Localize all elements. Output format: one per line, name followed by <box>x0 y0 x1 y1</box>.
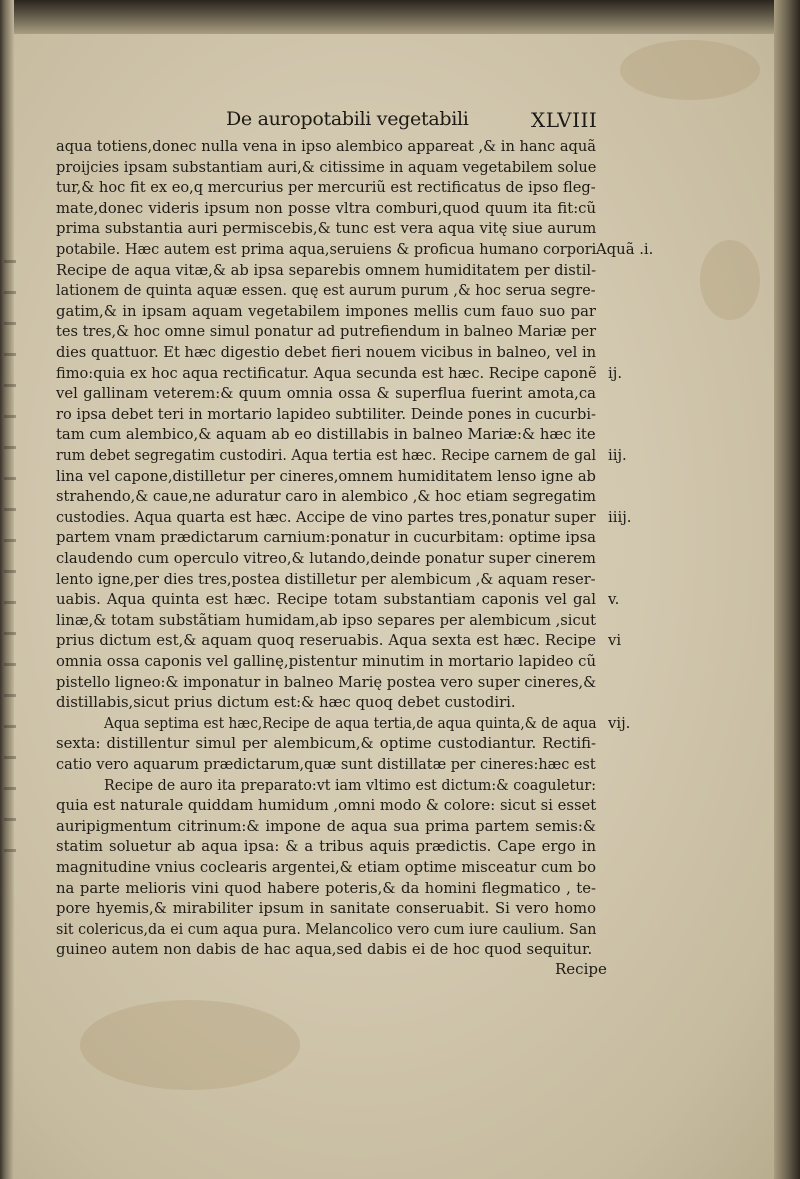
text-line: prius dictum est,& aquam quoq reseruabis. Aqua sexta est hæc. Recipe <box>56 632 596 650</box>
text-line: fimo:quia ex hoc aqua rectificatur. Aqua secunda est hæc. Recipe caponẽ <box>56 364 597 382</box>
foxing-stain <box>700 240 760 320</box>
text-line: dies quattuor. Et hæc digestio debet fieri nouem vicibus in balneo, vel in <box>56 344 597 361</box>
text-line: catio vero aquarum prædictarum,quæ sunt distillatæ per cineres:hæc est <box>56 756 596 773</box>
show-through-marks <box>4 260 16 880</box>
margin-note: vi <box>608 632 622 650</box>
text-line: proijcies ipsam substantiam auri,& citissime in aquam vegetabilem solue <box>56 158 597 176</box>
text-line: ro ipsa debet teri in mortario lapideo subtiliter. Deinde pones in cucurbi- <box>56 405 596 423</box>
text-line: uabis. Aqua quinta est hæc. Recipe totam substantiam caponis vel gal <box>56 591 596 609</box>
page-top-edge <box>0 0 800 34</box>
text-line: statim soluetur ab aqua ipsa: & a tribus aquis prædictis. Cape ergo in <box>56 838 596 856</box>
text-line: sit colericus,da ei cum aqua pura. Melancolico vero cum iure caulium. San <box>56 920 597 938</box>
text-line: distillabis,sicut prius dictum est:& hæc quoq debet custodiri. <box>56 694 516 712</box>
text-line: magnitudine vnius coclearis argentei,& etiam optime misceatur cum bo <box>56 859 596 876</box>
text-line: gatim,& in ipsam aquam vegetabilem impones mellis cum fauo suo par <box>56 302 596 320</box>
text-line: strahendo,& caue,ne aduratur caro in alembico ,& hoc etiam segregatim <box>56 488 597 506</box>
text-line: claudendo cum operculo vitreo,& lutando,deinde ponatur super cinerem <box>56 550 596 567</box>
catchword: Recipe <box>555 960 607 978</box>
text-line: linæ,& totam substãtiam humidam,ab ipso separes per alembicum ,sicut <box>56 611 597 629</box>
margin-note: ij. <box>608 364 623 382</box>
text-line: partem vnam prædictarum carnium:ponatur in cucurbitam: optime ipsa <box>56 529 596 547</box>
text-line: prima substantia auri permiscebis,& tunc est vera aqua vitę siue aurum <box>56 220 597 238</box>
text-line: Recipe de aqua vitæ,& ab ipsa separebis omnem humiditatem per distil- <box>56 261 597 279</box>
margin-note: vij. <box>608 714 631 732</box>
running-title: De auropotabili vegetabili <box>226 108 469 130</box>
text-line: tur,& hoc fit ex eo,q mercurius per mercuriũ est rectificatus de ipso fleg- <box>56 179 596 197</box>
text-line: guineo autem non dabis de hac aqua,sed dabis ei de hoc quod sequitur. <box>56 941 593 959</box>
page-header <box>218 108 618 138</box>
text-line: aqua totiens,donec nulla vena in ipso alembico appareat ,& in hanc aquã <box>56 138 597 155</box>
text-line: rum debet segregatim custodiri. Aqua tertia est hæc. Recipe carnem de gal <box>56 447 597 464</box>
foxing-stain <box>620 40 760 100</box>
text-line: mate,donec videris ipsum non posse vltra comburi,quod quum ita fit:cũ <box>56 199 596 217</box>
text-line: vel gallinam veterem:& quum omnia ossa & superflua fuerint amota,ca <box>56 385 596 403</box>
text-line: quia est naturale quiddam humidum ,omni modo & colore: sicut si esset <box>56 797 597 815</box>
text-line: pistello ligneo:& imponatur in balneo Marię postea vero super cineres,& <box>56 673 597 691</box>
margin-note: iiij. <box>608 508 632 526</box>
text-line: omnia ossa caponis vel gallinę,pistentur minutim in mortario lapideo cũ <box>56 653 596 670</box>
text-line: lento igne,per dies tres,postea distilletur per alembicum ,& aquam reser- <box>56 570 596 588</box>
text-line: lina vel capone,distilletur per cineres,omnem humiditatem lenso igne ab <box>56 467 596 485</box>
margin-note: v. <box>608 591 620 609</box>
page-fore-edge <box>774 0 800 1179</box>
text-line: tam cum alembico,& aquam ab eo distillabis in balneo Mariæ:& hæc ite <box>56 426 596 444</box>
text-line: auripigmentum citrinum:& impone de aqua sua prima partem semis:& <box>56 817 596 835</box>
text-line: Recipe de auro ita preparato:vt iam vltimo est dictum:& coaguletur: <box>104 776 597 794</box>
text-line: pore hyemis,& mirabiliter ipsum in sanitate conseruabit. Si vero homo <box>56 900 596 918</box>
text-line: Aqua septima est hæc,Recipe de aqua tertia,de aqua quinta,& de aqua <box>104 714 597 732</box>
text-line: na parte melioris vini quod habere poteris,& da homini flegmatico , te- <box>56 879 596 897</box>
text-line: tes tres,& hoc omne simul ponatur ad putrefiendum in balneo Mariæ per <box>56 323 597 341</box>
text-line: lationem de quinta aquæ essen. quę est aurum purum ,& hoc serua segre- <box>56 282 596 300</box>
text-line: custodies. Aqua quarta est hæc. Accipe de vino partes tres,ponatur super <box>56 508 596 526</box>
margin-note: iij. <box>608 447 627 464</box>
foxing-stain <box>80 1000 300 1090</box>
folio-number: XLVIII <box>531 108 598 132</box>
text-line: potabile. Hæc autem est prima aqua,seruiens & proficua humano corpori <box>56 241 597 258</box>
text-line: sexta: distillentur simul per alembicum,& optime custodiantur. Rectifi- <box>56 735 596 753</box>
margin-note: Aquã .i. <box>596 241 654 258</box>
